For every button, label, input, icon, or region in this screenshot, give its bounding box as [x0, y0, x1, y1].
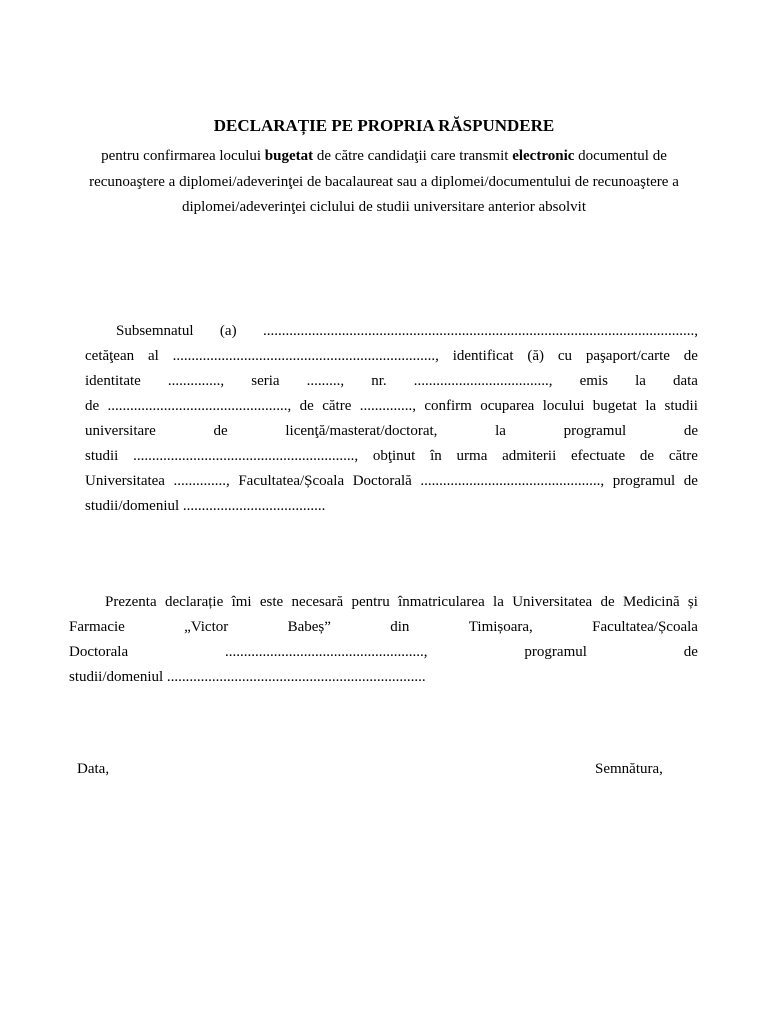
word: al: [147, 348, 159, 364]
text-line-last: studii/domeniul .....................................................................: [69, 669, 426, 685]
word: Facultatea/Școala: [238, 473, 345, 489]
text-line: [85, 469, 698, 494]
word: Universitatea: [85, 473, 165, 489]
text-line: [85, 369, 698, 394]
word: către: [322, 398, 352, 414]
word: la: [635, 373, 646, 389]
word: și: [687, 594, 698, 610]
word: urma: [456, 448, 488, 464]
word: necesară: [291, 594, 344, 610]
word: bugetat: [592, 398, 637, 414]
word: în: [430, 448, 442, 464]
word: Timișoara,: [468, 619, 533, 635]
text-line: [69, 640, 698, 665]
word: din: [390, 619, 410, 635]
word: licenţă/masterat/doctorat,: [285, 423, 438, 439]
word: de: [639, 448, 655, 464]
subtitle-line-1: pentru confirmarea locului bugetat de către candidaţii care transmit electronic documentul de: [101, 148, 667, 164]
date-label: Data,: [77, 761, 110, 777]
word: identitate: [85, 373, 141, 389]
word: declarație: [164, 594, 224, 610]
word: Facultatea/Școala: [592, 619, 698, 635]
word: ....................................,: [413, 373, 553, 389]
word: cu: [557, 348, 572, 364]
word: universitare: [85, 423, 156, 439]
text-line: [85, 419, 698, 444]
word: de: [600, 594, 615, 610]
word: înmatricularea: [398, 594, 485, 610]
text-line: [85, 444, 698, 469]
word: seria: [251, 373, 280, 389]
word: la: [645, 398, 657, 414]
word: ocuparea: [480, 398, 535, 414]
word: paşaport/carte: [585, 348, 670, 364]
text-line: [69, 590, 698, 615]
word: emis: [579, 373, 608, 389]
word: cetăţean: [85, 348, 135, 364]
word: de: [683, 348, 698, 364]
word: este: [259, 594, 284, 610]
word: către: [668, 448, 698, 464]
word: studii: [664, 398, 698, 414]
word: (a): [219, 323, 237, 339]
word: de: [85, 398, 100, 414]
word: Farmacie: [69, 619, 125, 635]
word: Subsemnatul: [116, 323, 194, 339]
word: la: [493, 594, 504, 610]
word: ......................................................................,: [172, 348, 439, 364]
text-line: [85, 344, 698, 369]
document-subtitle: [70, 144, 698, 221]
word: ..............,: [359, 398, 416, 414]
word: ...........................................................,: [133, 448, 359, 464]
declaration-paragraph: [85, 319, 698, 519]
word: de: [683, 644, 698, 660]
word: ...................................................................................................................,: [263, 323, 698, 339]
word: ..............,: [167, 373, 225, 389]
text-line-last: studii/domeniul ......................................: [85, 498, 326, 514]
word: efectuate: [571, 448, 626, 464]
word: nr.: [371, 373, 387, 389]
word: Medicină: [622, 594, 680, 610]
word: locului: [542, 398, 585, 414]
word: identificat: [452, 348, 514, 364]
word: studii: [85, 448, 119, 464]
word: programul: [524, 644, 587, 660]
word: ..............,: [173, 473, 230, 489]
word: programul: [563, 423, 627, 439]
word: ................................................,: [107, 398, 292, 414]
word: la: [495, 423, 506, 439]
word: îmi: [231, 594, 252, 610]
word: de: [683, 423, 698, 439]
signature-label: Semnătura,: [595, 761, 663, 777]
word: Universitatea: [512, 594, 593, 610]
word: data: [672, 373, 698, 389]
word: programul: [612, 473, 676, 489]
text-line: [69, 615, 698, 640]
word: Doctorală: [352, 473, 412, 489]
word: de: [683, 473, 698, 489]
document-title: DECLARAȚIE PE PROPRIA RĂSPUNDERE: [213, 116, 555, 135]
word: confirm: [424, 398, 472, 414]
word: ................................................,: [420, 473, 605, 489]
text-line: [85, 319, 698, 344]
word: „Victor: [184, 619, 229, 635]
subtitle-line-2: recunoaştere a diplomei/adeverinţei de bacalaureat sau a diplomei/documentului de recunoaştere a: [89, 173, 679, 190]
word: de: [299, 398, 314, 414]
word: admiterii: [502, 448, 557, 464]
word: .........,: [306, 373, 345, 389]
word: Prezenta: [105, 594, 157, 610]
word: Doctorala: [69, 644, 129, 660]
word: de: [213, 423, 228, 439]
word: Babeș”: [287, 619, 331, 635]
text-line: [85, 394, 698, 419]
word: (ă): [527, 348, 544, 364]
word: .....................................................,: [225, 644, 428, 660]
word: pentru: [351, 594, 390, 610]
subtitle-line-3: diplomei/adeverinţei ciclului de studii universitare anterior absolvit: [181, 199, 587, 215]
enrollment-paragraph: [69, 590, 698, 690]
word: obţinut: [372, 448, 416, 464]
